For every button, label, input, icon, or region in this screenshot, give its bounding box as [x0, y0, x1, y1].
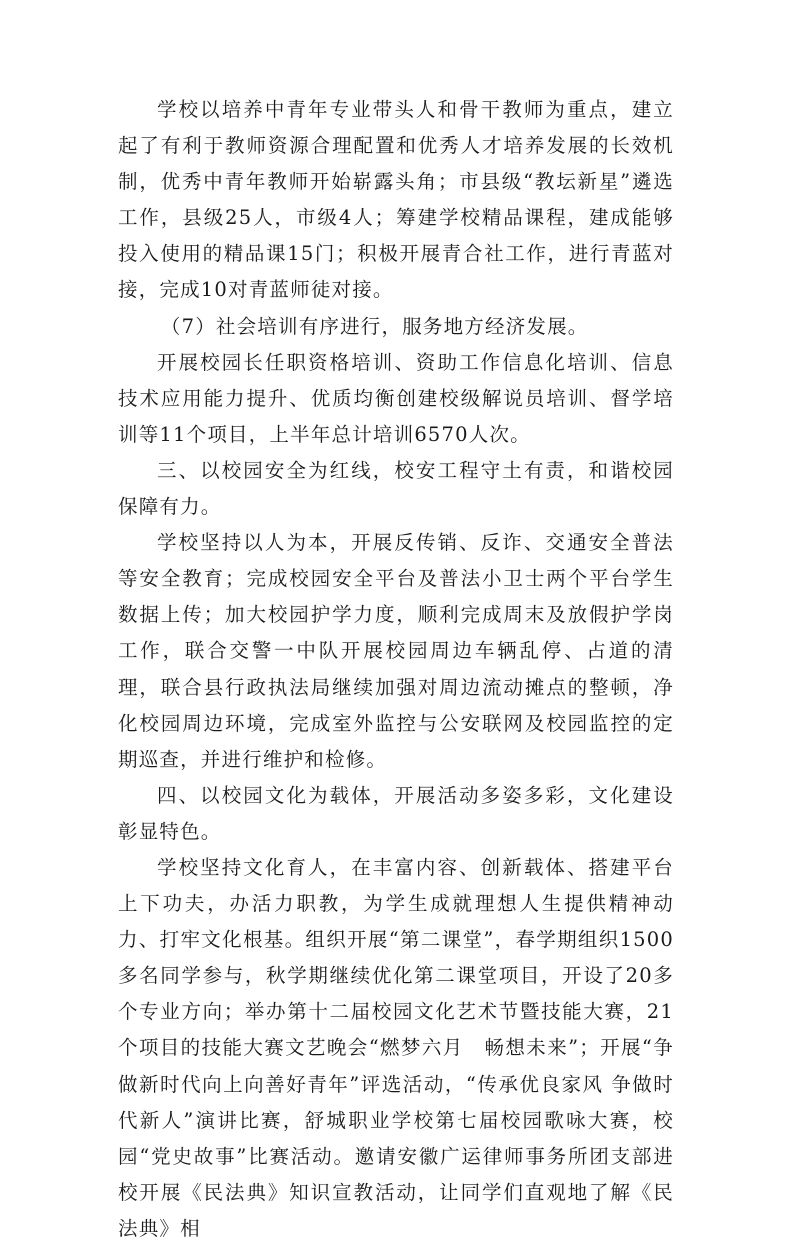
heading-campus-safety: 三、以校园安全为红线，校安工程守土有责，和谐校园保障有力。: [118, 458, 674, 519]
paragraph-teacher-development: 学校以培养中青年专业带头人和骨干教师为重点，建立起了有利于教师资源合理配置和优秀人才培养发展的长效机制，优秀中青年教师开始崭露头角；市县级“教坛新星”遴选工作，县级25人，市级4人；筹建学校精品课程，建成能够投入使用的精品课15门；积极开展青合社工作，进行青蓝对接，完成10对青蓝师徒对接。: [118, 98, 674, 302]
paragraph-campus-safety: 学校坚持以人为本，开展反传销、反诈、交通安全普法等安全教育；完成校园安全平台及普法小卫士两个平台学生数据上传；加大校园护学力度，顺利完成周末及放假护学岗工作，联合交警一中队开展校园周边车辆乱停、占道的清理，联合县行政执法局继续加强对周边流动摊点的整顿，净化校园周边环境，完成室外监控与公安联网及校园监控的定期巡查，并进行维护和检修。: [118, 531, 674, 771]
paragraph-campus-culture: 学校坚持文化育人，在丰富内容、创新载体、搭建平台上下功夫，办活力职教，为学生成就理想人生提供精神动力、打牢文化根基。组织开展“第二课堂”，春学期组织1500多名同学参与，秋学期继续优化第二课堂项目，开设了20多个专业方向；举办第十二届校园文化艺术节暨技能大赛，21个项目的技能大赛文艺晚会“燃梦六月 畅想未来”；开展“争做新时代向上向善好青年”评选活动，“传承优良家风 争做时代新人”演讲比赛，舒城职业学校第七届校园歌咏大赛，校园“党史故事”比赛活动。邀请安徽广运律师事务所团支部进校开展《民法典》知识宣教活动，让同学们直观地了解《民法典》相: [118, 855, 674, 1240]
heading-campus-culture: 四、以校园文化为载体，开展活动多姿多彩，文化建设彰显特色。: [118, 783, 674, 843]
paragraph-social-training: 开展校园长任职资格培训、资助工作信息化培训、信息技术应用能力提升、优质均衡创建校级解说员培训、督学培训等11个项目，上半年总计培训6570人次。: [118, 350, 674, 446]
heading-social-training: （7）社会培训有序进行，服务地方经济发展。: [160, 314, 589, 338]
document-body: [118, 92, 674, 1247]
